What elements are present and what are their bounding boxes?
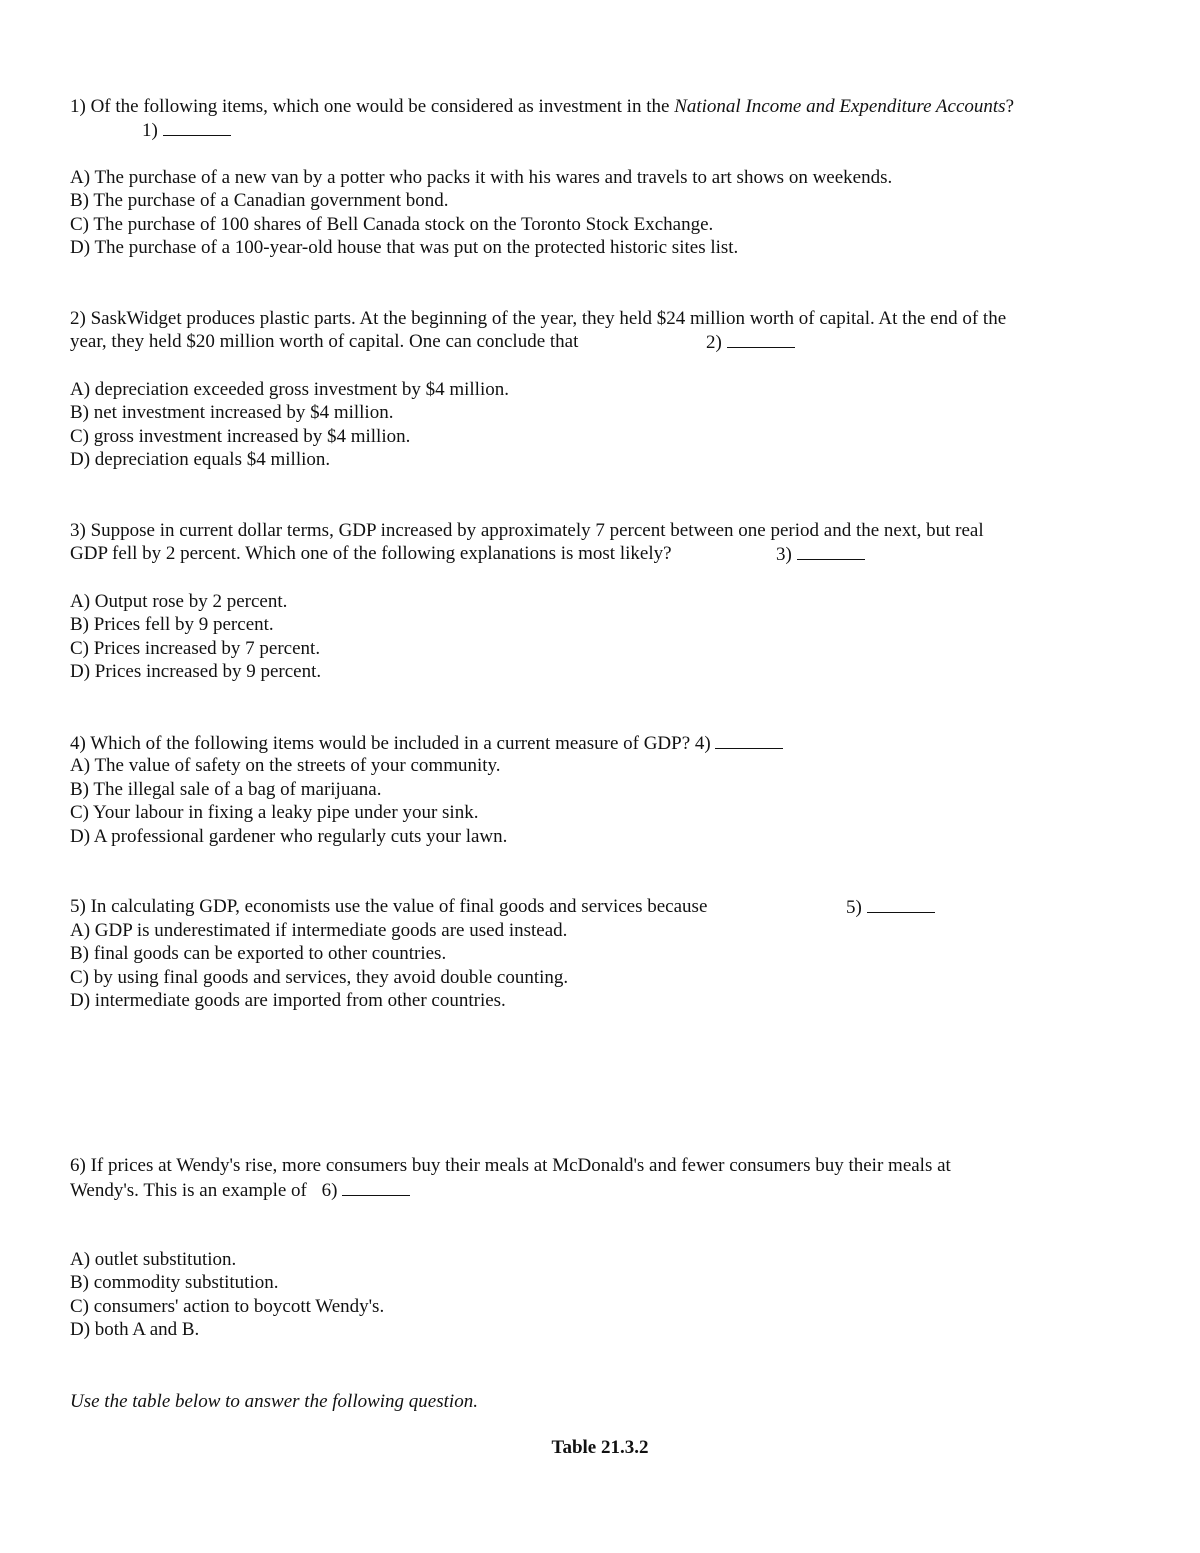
answer-line — [797, 543, 865, 560]
question-3-answer-blank: 3) — [776, 543, 865, 566]
question-4-option-a: A) The value of safety on the streets of your community. — [70, 755, 501, 776]
question-5-stem: 5) In calculating GDP, economists use the value of final goods and services because — [70, 896, 708, 917]
question-1-option-b: B) The purchase of a Canadian government bond. — [70, 190, 449, 211]
table-instruction: Use the table below to answer the following question. — [70, 1391, 478, 1412]
answer-line — [342, 1179, 410, 1196]
question-3-option-b: B) Prices fell by 9 percent. — [70, 614, 274, 635]
question-2-answer-blank: 2) — [706, 331, 795, 354]
question-6-stem-line2: Wendy's. This is an example of 6) — [70, 1179, 410, 1202]
question-3-option-c: C) Prices increased by 7 percent. — [70, 638, 321, 659]
question-1-option-d: D) The purchase of a 100-year-old house that was put on the protected historic sites list. — [70, 237, 739, 258]
question-6-option-b: B) commodity substitution. — [70, 1272, 279, 1293]
question-5-option-c: C) by using final goods and services, they avoid double counting. — [70, 967, 569, 988]
question-5-option-d: D) intermediate goods are imported from other countries. — [70, 990, 506, 1011]
answer-line — [867, 896, 935, 913]
question-3-option-a: A) Output rose by 2 percent. — [70, 591, 288, 612]
question-3-option-d: D) Prices increased by 9 percent. — [70, 661, 322, 682]
question-6-stem-line1: 6) If prices at Wendy's rise, more consumers buy their meals at McDonald's and fewer consumers buy their meals at — [70, 1155, 951, 1176]
question-5-answer-blank: 5) — [846, 896, 935, 919]
question-4-option-c: C) Your labour in fixing a leaky pipe under your sink. — [70, 802, 479, 823]
question-6-option-c: C) consumers' action to boycott Wendy's. — [70, 1296, 385, 1317]
question-4-option-d: D) A professional gardener who regularly cuts your lawn. — [70, 826, 508, 847]
answer-line — [727, 331, 795, 348]
answer-line — [163, 119, 231, 136]
question-3-stem-line2: GDP fell by 2 percent. Which one of the following explanations is most likely? — [70, 543, 672, 564]
question-6-option-d: D) both A and B. — [70, 1319, 200, 1340]
question-4-option-b: B) The illegal sale of a bag of marijuana. — [70, 779, 382, 800]
question-1-stem: 1) Of the following items, which one would be considered as investment in the National Income and Expenditure Accounts? — [70, 96, 1015, 117]
question-5-option-b: B) final goods can be exported to other countries. — [70, 943, 447, 964]
question-2-option-b: B) net investment increased by $4 million. — [70, 402, 394, 423]
question-3-stem-line1: 3) Suppose in current dollar terms, GDP increased by approximately 7 percent between one period and the next, but real — [70, 520, 984, 541]
question-2-option-a: A) depreciation exceeded gross investment by $4 million. — [70, 379, 509, 400]
question-6-option-a: A) outlet substitution. — [70, 1249, 237, 1270]
question-1-option-c: C) The purchase of 100 shares of Bell Canada stock on the Toronto Stock Exchange. — [70, 214, 714, 235]
question-4-answer-blank: 4) — [695, 733, 784, 754]
question-1-answer-blank: 1) — [142, 119, 231, 142]
question-1-option-a: A) The purchase of a new van by a potter who packs it with his wares and travels to art shows on weekends. — [70, 167, 893, 188]
question-2-option-c: C) gross investment increased by $4 million. — [70, 426, 411, 447]
question-2-option-d: D) depreciation equals $4 million. — [70, 449, 331, 470]
question-4-stem: 4) Which of the following items would be included in a current measure of GDP? 4) — [70, 732, 783, 755]
question-2-stem-line1: 2) SaskWidget produces plastic parts. At the beginning of the year, they held $24 million worth of capital. At the end of the — [70, 308, 1007, 329]
question-6-answer-blank: 6) — [322, 1180, 411, 1201]
question-5-option-a: A) GDP is underestimated if intermediate goods are used instead. — [70, 920, 568, 941]
question-2-stem-line2: year, they held $20 million worth of capital. One can conclude that — [70, 331, 579, 352]
table-title: Table 21.3.2 — [551, 1437, 649, 1458]
answer-line — [715, 732, 783, 749]
